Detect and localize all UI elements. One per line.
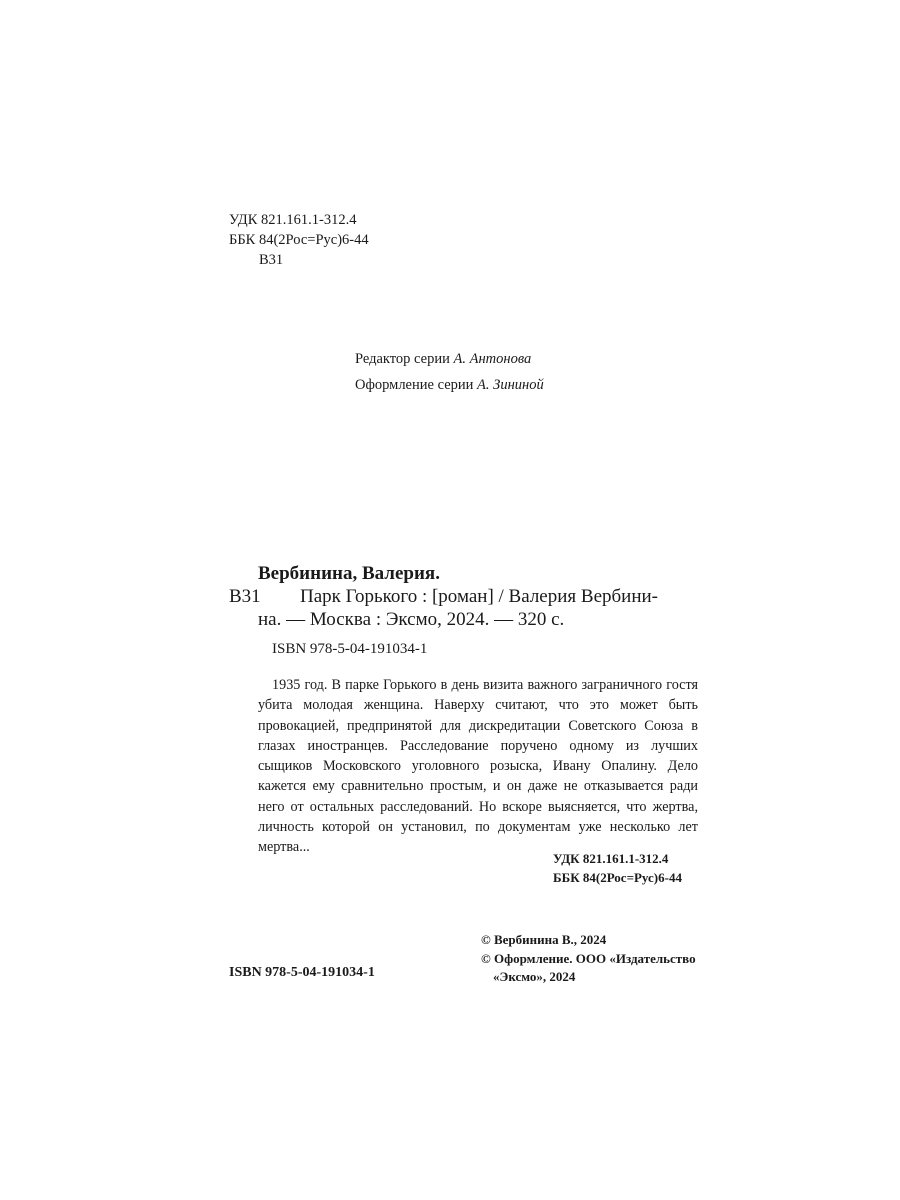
copyright-design: © Оформление. ООО «Издательство	[481, 950, 696, 966]
editor-name: А. Антонова	[453, 351, 532, 367]
record-author: Вербинина, Валерия.	[258, 563, 440, 584]
record-title-line-1: Парк Горького : [роман] / Валерия Вербини-	[300, 586, 658, 607]
design-credit	[355, 372, 544, 398]
udk-code-bottom: УДК 821.161.1-312.4	[553, 851, 669, 866]
design-name: А. Зининой	[477, 377, 544, 393]
copyright-block	[481, 931, 696, 987]
annotation: 1935 год. В парке Горького в день визита важного заграничного гостя убита молодая женщина. Наверху считают, что это может быть провокацией, предпринятой для дискредитации Советского Союза в глазах иностранцев. Расследование поручено одному из лучших сыщиков Московского уголовного розыска, Ивану Опалину. Дело кажется ему сравнительно простым, и он даже не отказывается ради него от остальных расследований. Но вскоре выясняется, что жертва, личность которой он установил, по документам уже несколько лет мертва...	[258, 677, 698, 856]
bbk-code-bottom: ББК 84(2Рос=Рус)6-44	[553, 870, 682, 885]
record-isbn: ISBN 978-5-04-191034-1	[272, 641, 428, 657]
design-label: Оформление серии	[355, 377, 478, 393]
editor-label: Редактор серии	[355, 351, 454, 367]
author-sign: В31	[259, 252, 284, 268]
editor-credit	[355, 346, 544, 372]
bbk-code: ББК 84(2Рос=Рус)6-44	[229, 232, 369, 248]
udk-code: УДК 821.161.1-312.4	[229, 212, 357, 228]
series-credits	[355, 346, 544, 398]
classification-block-bottom	[553, 849, 682, 887]
isbn-bottom: ISBN 978-5-04-191034-1	[229, 965, 375, 980]
copyright-author: © Вербинина В., 2024	[481, 932, 607, 947]
copyright-publisher: «Эксмо», 2024	[493, 969, 576, 984]
record-author-sign: В31	[229, 586, 261, 607]
record-title-line-2: на. — Москва : Эксмо, 2024. — 320 с.	[258, 609, 565, 630]
classification-block-top	[229, 210, 369, 270]
